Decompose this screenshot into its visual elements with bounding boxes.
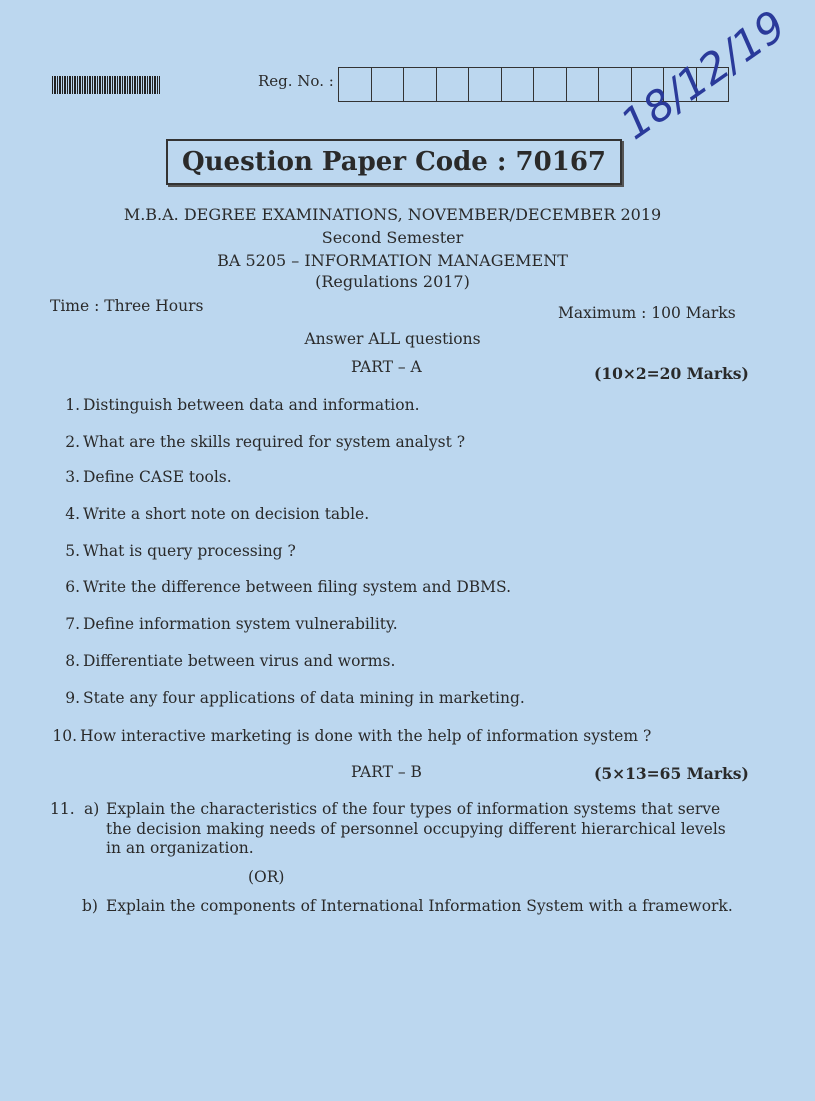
question-text: Define information system vulnerability. <box>83 615 398 633</box>
question-number: 5. <box>65 542 80 560</box>
part-a-question <box>50 433 750 451</box>
semester: Second Semester <box>321 228 464 247</box>
reg-no-cell <box>534 68 567 101</box>
exam-title: M.B.A. DEGREE EXAMINATIONS, NOVEMBER/DECEMBER 2019 <box>123 205 662 224</box>
question-text: How interactive marketing is done with the help of information system ? <box>80 727 652 745</box>
subject: BA 5205 – INFORMATION MANAGEMENT <box>217 251 568 270</box>
reg-no-cell <box>599 68 632 101</box>
question-number: 7. <box>65 615 80 633</box>
reg-no-label: Reg. No. : <box>258 72 334 90</box>
question-number: 2. <box>65 433 80 451</box>
part-a-question <box>50 652 750 670</box>
question-number: 6. <box>65 578 80 596</box>
reg-no-cell <box>437 68 470 101</box>
q11a-line: in an organization. <box>106 839 254 857</box>
time: Time : Three Hours <box>50 297 204 315</box>
part-a-title: PART – A <box>351 358 422 376</box>
max-marks: Maximum : 100 Marks <box>558 304 736 322</box>
barcode <box>52 76 160 94</box>
question-number: 9. <box>65 689 80 707</box>
part-b-title: PART – B <box>351 763 422 781</box>
question-text: What is query processing ? <box>83 542 296 560</box>
part-a-question <box>50 578 750 596</box>
part-a-question <box>50 615 750 633</box>
question-paper-code: Question Paper Code : 70167 <box>166 139 622 185</box>
part-a-question <box>47 727 747 745</box>
question-number: 1. <box>65 396 80 414</box>
question-number: 4. <box>65 505 80 523</box>
reg-no-cell <box>469 68 502 101</box>
question-text: Write the difference between filing system and DBMS. <box>83 578 512 596</box>
q11a-line: Explain the characteristics of the four types of information systems that serve <box>106 800 721 818</box>
q11b-label: b) <box>82 897 98 915</box>
question-number: 8. <box>65 652 80 670</box>
part-a-question <box>50 396 750 414</box>
question-text: What are the skills required for system analyst ? <box>83 433 466 451</box>
reg-no-cell <box>404 68 437 101</box>
reg-no-cell <box>502 68 535 101</box>
question-number: 3. <box>65 468 80 486</box>
reg-no-cell <box>567 68 600 101</box>
part-a-question <box>50 542 750 560</box>
part-a-question <box>50 689 750 707</box>
instruction: Answer ALL questions <box>304 330 481 348</box>
q11a-line: the decision making needs of personnel occupying different hierarchical levels <box>106 820 726 838</box>
question-text: Distinguish between data and information. <box>83 396 420 414</box>
reg-no-cell <box>372 68 405 101</box>
question-number: 10. <box>52 727 77 745</box>
q11a-label: a) <box>84 800 100 818</box>
question-text: Define CASE tools. <box>83 468 232 486</box>
part-a-question <box>50 468 750 486</box>
q11-number: 11. <box>50 800 75 818</box>
question-text: State any four applications of data mining in marketing. <box>83 689 525 707</box>
q11b-text: Explain the components of International Information System with a framework. <box>106 897 733 915</box>
handwritten-date: 18/12/19 <box>611 0 795 150</box>
or-separator: (OR) <box>248 868 285 886</box>
question-text: Write a short note on decision table. <box>83 505 370 523</box>
question-text: Differentiate between virus and worms. <box>83 652 396 670</box>
part-a-question <box>50 505 750 523</box>
part-a-marks: (10×2=20 Marks) <box>594 364 749 383</box>
part-b-marks: (5×13=65 Marks) <box>594 764 749 783</box>
regulations: (Regulations 2017) <box>315 272 470 291</box>
reg-no-cell <box>339 68 372 101</box>
